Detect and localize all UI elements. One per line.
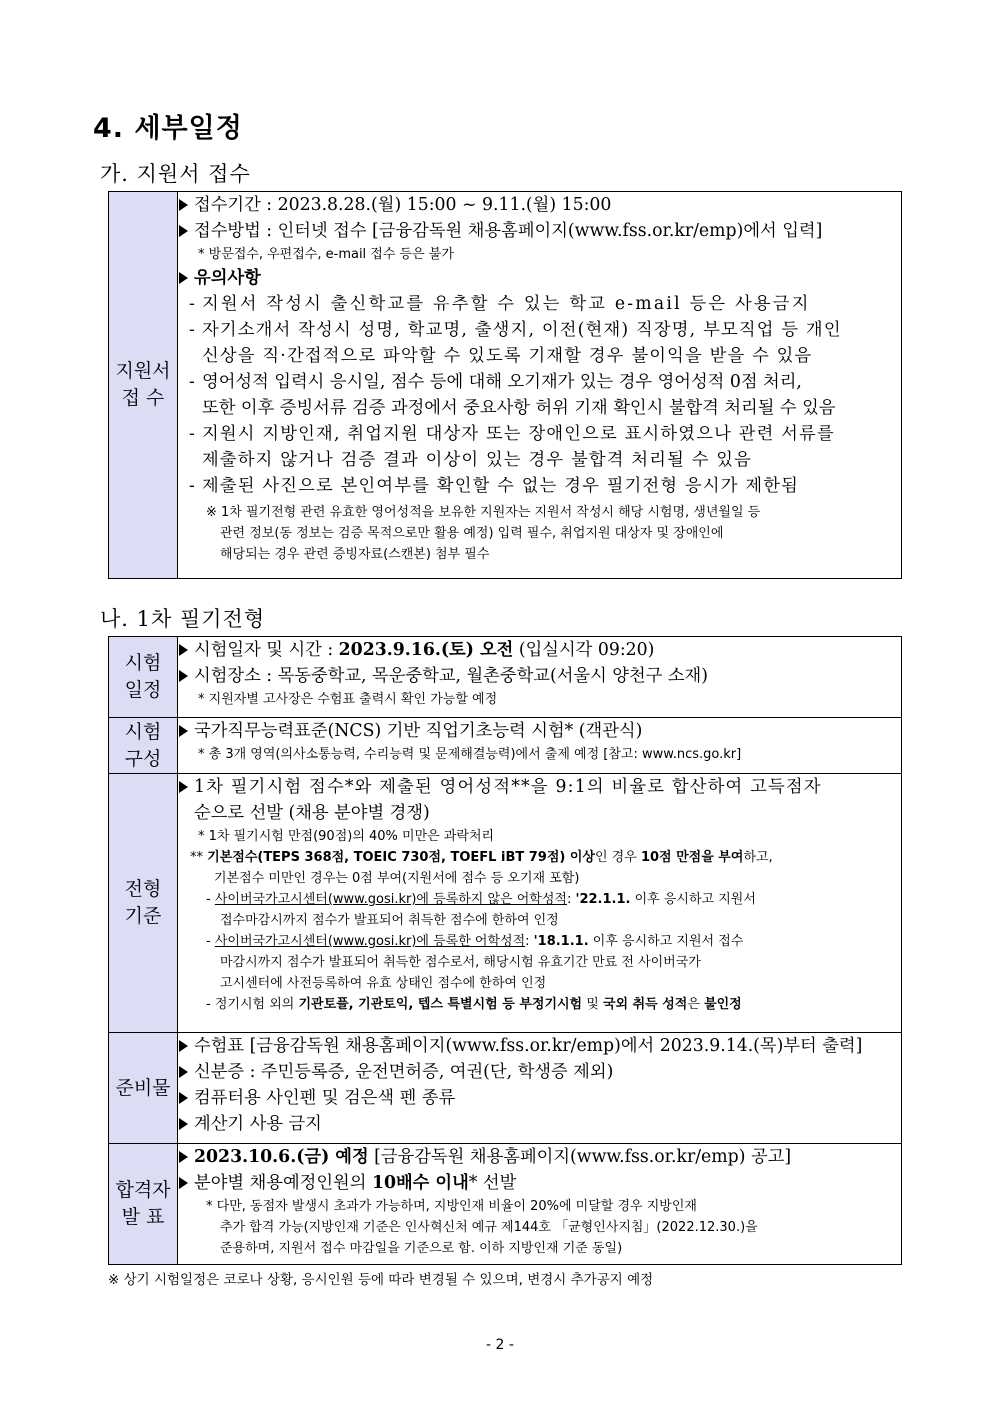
method-note: * 방문접수, 우편접수, e-mail 접수 등은 불가 [198,247,454,262]
materials-content [178,1033,902,1144]
selection-criteria-label: 전형 기준 [109,774,178,1033]
subsection-title-application: 가. 지원서 접수 [100,162,251,186]
triangle-bullet-icon [179,670,188,682]
triangle-bullet-icon [179,1151,188,1163]
triangle-bullet-icon [179,1177,188,1189]
caution-item-cont: 제출하지 않거나 검증 결과 이상이 있는 경우 불합격 처리될 수 있음 [202,450,753,470]
caution-title: 유의사항 [178,265,901,291]
caution-item: - 영어성적 입력시 응시일, 점수 등에 대해 오기재가 있는 경우 영어성적 0점 처리, [189,372,802,392]
exam-date-content [178,637,902,718]
caution-item-cont: 또한 이후 증빙서류 검증 과정에서 중요사항 허위 기재 확인시 불합격 처리될 수 있음 [202,398,836,418]
method-item: 접수방법 : 인터넷 접수 [금융감독원 채용홈페이지(www.fss.or.kr/emp)에서 입력] [178,218,901,244]
criteria-note-cont: 기본점수 미만인 경우는 0점 부여(지원서에 점수 등 오기재 포함) [214,871,580,886]
caution-item-cont: 신상을 직·간접적으로 파악할 수 있도록 기재할 경우 불이익을 받을 수 있음 [202,346,813,366]
announcement-note: 준용하며, 지원서 접수 마감일을 기준으로 함. 이하 지방인재 기준 동일) [220,1241,623,1256]
triangle-bullet-icon [179,272,188,284]
materials-item: 계산기 사용 금지 [178,1111,901,1137]
exam-composition-content [178,718,902,774]
materials-item: 수험표 [금융감독원 채용홈페이지(www.fss.or.kr/emp)에서 2023.9.14.(목)부터 출력] [178,1033,901,1059]
triangle-bullet-icon [179,1040,188,1052]
criteria-sub-item-cont: 마감시까지 점수가 발표되어 취득한 점수로서, 해당시험 유효기간 만료 전 사이버국가 [220,955,701,970]
criteria-note: * 1차 필기시험 만점(90점)의 40% 미만은 과락처리 [198,829,495,844]
section-heading: 4. 세부일정 [93,113,243,144]
triangle-bullet-icon [179,1118,188,1130]
triangle-bullet-icon [179,1066,188,1078]
triangle-bullet-icon [179,781,188,793]
exam-date-item: 시험일자 및 시간 : 2023.9.16.(토) 오전 (입실시각 09:20) [178,637,901,663]
triangle-bullet-icon [179,644,188,656]
criteria-note: ** 기본점수(TEPS 368점, TOEIC 730점, TOEFL iBT 79점) 이상인 경우 10점 만점을 부여하고, [190,850,773,865]
triangle-bullet-icon [179,225,188,237]
caution-item: - 지원시 지방인재, 취업지원 대상자 또는 장애인으로 표시하였으나 관련 서류를 [189,424,835,444]
criteria-sub-item: - 정기시험 외의 기관토플, 기관토익, 텝스 특별시험 등 부정기시험 및 국외 취득 성적은 불인정 [206,997,742,1012]
materials-item: 컴퓨터용 사인펜 및 검은색 펜 종류 [178,1085,901,1111]
announcement-content [178,1144,902,1265]
page-number: - 2 - [486,1337,514,1353]
exam-date-label: 시험 일정 [109,637,178,718]
application-note: 관련 정보(동 정보는 검증 목적으로만 활용 예정) 입력 필수, 취업지원 대상자 및 장애인에 [220,526,724,541]
triangle-bullet-icon [179,1092,188,1104]
criteria-sub-item: - 사이버국가고시센터(www.gosi.kr)에 등록하지 않은 어학성적: '22.1.1. 이후 응시하고 지원서 [206,892,756,907]
caution-item: - 자기소개서 작성시 성명, 학교명, 출생지, 이전(현재) 직장명, 부모직업 등 개인 [189,320,842,340]
exam-composition-note: * 총 3개 영역(의사소통능력, 수리능력 및 문제해결능력)에서 출제 예정 [참고: www.ncs.go.kr] [198,747,742,762]
caution-item: - 지원서 작성시 출신학교를 유추할 수 있는 학교 e-mail 등은 사용금지 [189,294,811,314]
exam-venue-item: 시험장소 : 목동중학교, 목운중학교, 월촌중학교(서울시 양천구 소재) [178,663,901,689]
exam-composition-item: 국가직무능력표준(NCS) 기반 직업기초능력 시험* (객관식) [178,718,901,744]
criteria-sub-item-cont: 접수마감시까지 점수가 발표되어 취득한 점수에 한하여 인정 [220,913,559,928]
label-line: 접 수 [121,387,165,409]
materials-label: 준비물 [109,1033,178,1144]
triangle-bullet-icon [179,199,188,211]
period-item: 접수기간 : 2023.8.28.(월) 15:00 ~ 9.11.(월) 15:00 [178,192,901,218]
announcement-item: 2023.10.6.(금) 예정 [금융감독원 채용홈페이지(www.fss.or.kr/emp) 공고] [178,1144,901,1170]
label-line: 지원서 [115,360,171,382]
caution-item: - 제출된 사진으로 본인여부를 확인할 수 없는 경우 필기전형 응시가 제한됨 [189,476,800,496]
criteria-sub-item: - 사이버국가고시센터(www.gosi.kr)에 등록한 어학성적: '18.1.1. 이후 응시하고 지원서 접수 [206,934,744,949]
triangle-bullet-icon [179,725,188,737]
exam-venue-note: * 지원자별 고사장은 수험표 출력시 확인 가능할 예정 [198,692,498,707]
application-table [108,191,902,579]
application-note: ※ 1차 필기전형 관련 유효한 영어성적을 보유한 지원자는 지원서 작성시 해당 시험명, 생년월일 등 [206,505,761,520]
application-note: 해당되는 경우 관련 증빙자료(스캔본) 첨부 필수 [220,547,490,562]
criteria-sub-item-cont: 고시센터에 사전등록하여 유효 상태인 점수에 한하여 인정 [220,976,547,991]
materials-item: 신분증 : 주민등록증, 운전면허증, 여권(단, 학생증 제외) [178,1059,901,1085]
application-label [109,192,178,579]
selection-criteria-content [178,774,902,1033]
announcement-label: 합격자 발 표 [109,1144,178,1265]
criteria-item-cont: 순으로 선발 (채용 분야별 경쟁) [194,803,430,823]
announcement-note: 추가 합격 가능(지방인재 기준은 인사혁신처 예규 제144호 「균형인사지침」(2022.12.30.)을 [220,1220,758,1235]
written-exam-table [108,636,902,1265]
subsection-title-written-exam: 나. 1차 필기전형 [100,607,266,631]
announcement-item: 분야별 채용예정인원의 10배수 이내* 선발 [178,1170,901,1196]
announcement-note: * 다만, 동점자 발생시 초과가 가능하며, 지방인재 비율이 20%에 미달할 경우 지방인재 [206,1199,697,1214]
application-content [178,192,902,579]
criteria-item: 1차 필기시험 점수*와 제출된 영어성적**을 9:1의 비율로 합산하여 고득점자 [178,774,901,800]
footnote: ※ 상기 시험일정은 코로나 상황, 응시인원 등에 따라 변경될 수 있으며, 변경시 추가공지 예정 [108,1272,654,1288]
exam-composition-label: 시험 구성 [109,718,178,774]
